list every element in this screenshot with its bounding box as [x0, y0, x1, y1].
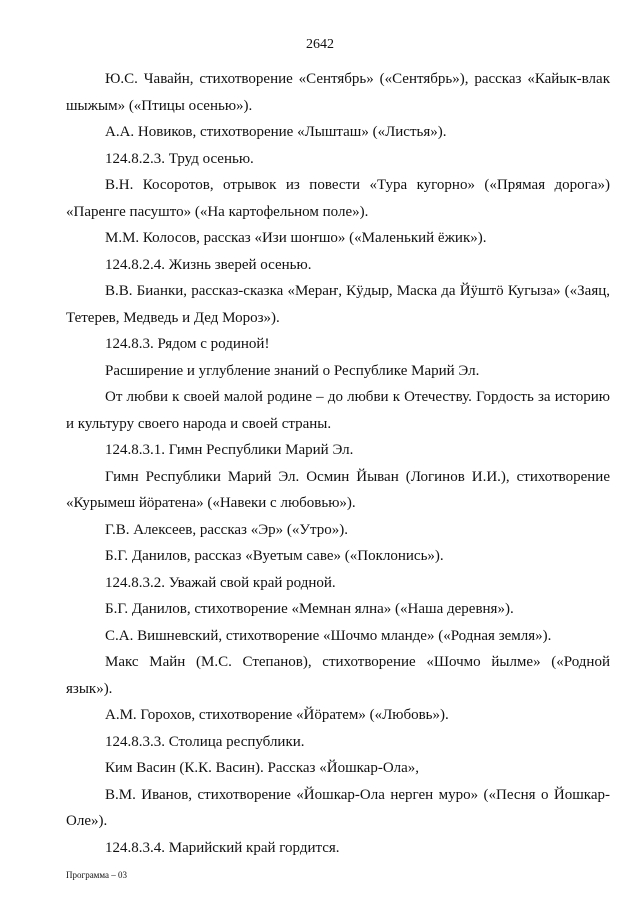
paragraph: Макс Майн (М.С. Степанов), стихотворение «Шочмо йылме» («Родной язык»).	[66, 654, 610, 697]
paragraph: От любви к своей малой родине – до любви к Отечеству. Гордость за историю и культуру своего народа и своей страны.	[66, 389, 610, 432]
paragraph: Расширение и углубление знаний о Республике Марий Эл.	[105, 362, 480, 379]
section-heading: 124.8.2.3. Труд осенью.	[105, 150, 254, 167]
section-heading: 124.8.3.2. Уважай свой край родной.	[105, 574, 336, 591]
paragraph: А.М. Горохов, стихотворение «Йӧратем» («Любовь»).	[105, 707, 449, 723]
paragraph: Б.Г. Данилов, стихотворение «Мемнан ялна» («Наша деревня»).	[105, 601, 514, 617]
paragraph: В.М. Иванов, стихотворение «Йошкар-Ола нерген муро» («Песня о Йошкар-Оле»).	[66, 786, 610, 829]
paragraph: Г.В. Алексеев, рассказ «Эр» («Утро»).	[105, 521, 348, 538]
section-heading: 124.8.2.4. Жизнь зверей осенью.	[105, 256, 312, 273]
paragraph: В.В. Бианки, рассказ-сказка «Мераҥ, Кӱдыр, Маска да Йӱштӧ Кугыза» («Заяц, Тетерев, Медведь и Дед Мороз»).	[66, 283, 610, 326]
paragraph: А.А. Новиков, стихотворение «Лышташ» («Листья»).	[105, 124, 447, 140]
paragraph: В.Н. Косоротов, отрывок из повести «Тура кугорно» («Прямая дорога») «Паренге пасушто» («На картофельном поле»).	[66, 177, 610, 220]
paragraph: Гимн Республики Марий Эл. Осмин Йыван (Логинов И.И.), стихотворение «Курымеш йӧратена» («Навеки с любовью»).	[66, 468, 610, 511]
page-footer: Программа – 03	[66, 870, 128, 880]
paragraph: С.А. Вишневский, стихотворение «Шочмо мланде» («Родная земля»).	[105, 627, 552, 644]
document-body	[66, 66, 610, 861]
section-heading: 124.8.3. Рядом с родиной!	[105, 336, 270, 352]
paragraph: Ким Васин (К.К. Васин). Рассказ «Йошкар-Ола»,	[105, 760, 420, 776]
section-heading: 124.8.3.3. Столица республики.	[105, 733, 305, 750]
section-heading: 124.8.3.4. Марийский край гордится.	[105, 839, 340, 856]
section-heading: 124.8.3.1. Гимн Республики Марий Эл.	[105, 442, 354, 458]
page-number: 2642	[306, 37, 334, 52]
paragraph: Ю.С. Чавайн, стихотворение «Сентябрь» («Сентябрь»), рассказ «Кайык-влак шыжым» («Птицы осенью»).	[66, 71, 610, 114]
paragraph: Б.Г. Данилов, рассказ «Вуетым саве» («Поклонись»).	[105, 548, 444, 564]
paragraph: М.М. Колосов, рассказ «Изи шоҥшо» («Маленький ёжик»).	[105, 230, 487, 246]
